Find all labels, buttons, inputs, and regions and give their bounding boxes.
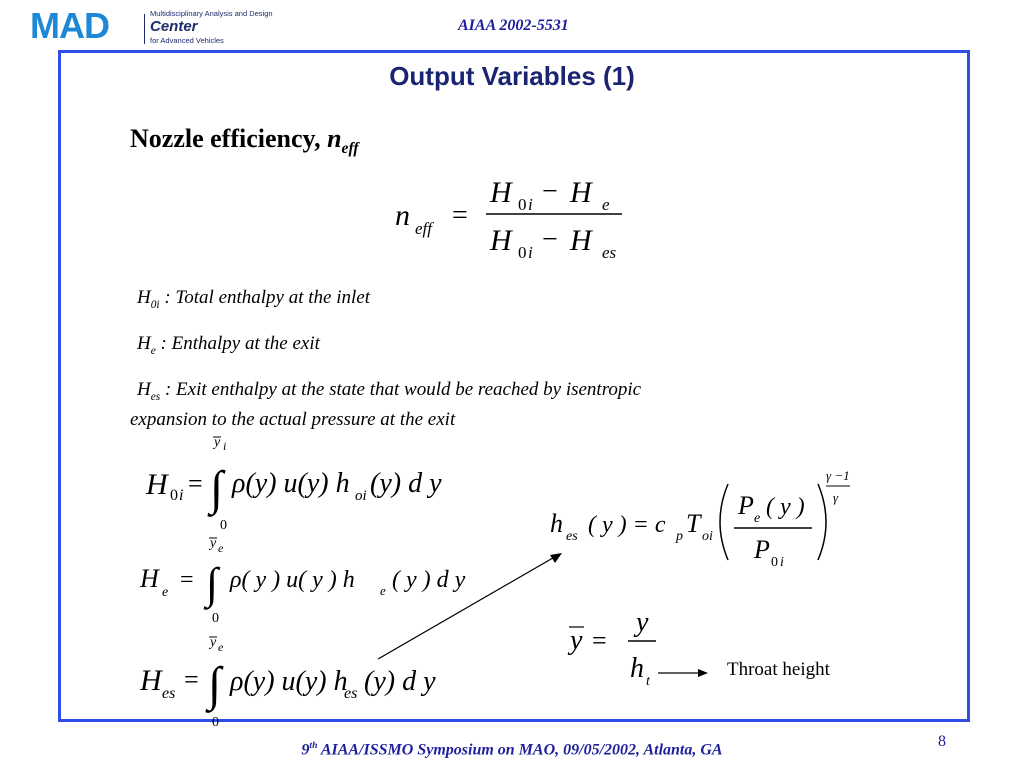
svg-text:H: H [570,224,592,257]
svg-text:=: = [184,665,199,694]
heading-variable: $n_{eff}$ [327,124,359,158]
nozzle-efficiency-formula [390,170,640,270]
svg-text:0: 0 [170,487,178,504]
svg-text:0: 0 [212,611,219,626]
svg-text:H: H [490,176,512,209]
logo-mad-text: MAD [30,5,109,46]
svg-text:e: e [602,195,610,214]
svg-text:i: i [780,555,784,570]
svg-text:i: i [223,439,227,453]
svg-text:(y) d y: (y) d y [370,468,442,499]
svg-text:eff: eff [415,219,432,238]
svg-text:( y ) d y: ( y ) d y [392,567,466,593]
slide-title: Output Variables (1) [389,61,635,91]
svg-text:y: y [210,536,217,551]
svg-text:0: 0 [220,518,227,533]
svg-text:ρ(y) u(y) h: ρ(y) u(y) h [232,468,350,499]
svg-text:0: 0 [212,715,219,730]
svg-text:y: y [636,607,649,638]
throat-height-label: Throat height [727,659,830,680]
logo-line-3: for Advanced Vehicles [150,36,224,45]
svg-text:0: 0 [771,555,778,570]
svg-text:=: = [592,626,607,655]
svg-text:=: = [452,200,468,231]
svg-text:∫: ∫ [206,559,219,608]
svg-text:es: es [162,685,176,702]
svg-text:h: h [550,509,563,538]
svg-text:es: es [344,685,358,702]
svg-text:γ −1: γ −1 [826,468,850,483]
svg-text:T: T [686,509,701,538]
svg-text:i: i [528,243,533,262]
svg-text:e: e [218,640,224,654]
footer-text: 9th AIAA/ISSMO Symposium on MAO, 09/05/2002, Atlanta, GA [301,740,723,759]
logo-divider [144,14,145,44]
svg-text:γ: γ [833,490,839,505]
svg-text:oi: oi [702,529,713,544]
logo-line-1: Multidisciplinary Analysis and Design [150,9,273,18]
page-number: 8 [938,733,946,750]
paper-reference: AIAA 2002-5531 [458,17,569,34]
svg-text:H: H [570,176,592,209]
heading-text: Nozzle efficiency, [130,124,321,153]
definition-hes: $H_{es}$ : Exit enthalpy at the state that would be reached by isentropic [137,379,642,403]
svg-text:H: H [490,224,512,257]
svg-text:i: i [528,195,533,214]
svg-text:0: 0 [518,243,527,262]
svg-text:−: − [542,176,558,207]
svg-text:ρ(y) u(y) h: ρ(y) u(y) h [230,666,348,697]
definition-hes-continuation: expansion to the actual pressure at the exit [130,409,456,430]
definition-h0i: $H_{0i}$ : Total enthalpy at the inlet [137,287,371,311]
connector-arrow [370,545,570,665]
svg-text:y: y [214,435,221,450]
section-heading [130,124,359,158]
svg-text:y: y [570,625,583,656]
svg-text:e: e [162,585,169,600]
definition-he: $H_e$ : Enthalpy at the exit [137,333,320,357]
svg-text:=: = [180,567,194,593]
svg-text:( y ): ( y ) [766,494,805,520]
svg-text:P: P [754,535,770,564]
svg-text:ρ( y ) u( y ) h: ρ( y ) u( y ) h [230,567,355,593]
svg-text:e: e [380,583,386,598]
svg-text:H: H [140,664,162,697]
svg-text:e: e [754,511,761,526]
svg-text:es: es [566,529,578,544]
hes-isentropic-formula [548,462,858,572]
svg-text:P: P [738,491,754,520]
svg-text:∫: ∫ [208,658,222,711]
svg-text:n: n [395,199,410,232]
svg-text:i: i [179,487,184,504]
svg-text:−: − [542,224,558,255]
svg-text:h: h [630,653,644,684]
svg-text:es: es [602,243,617,262]
svg-text:p: p [676,529,683,544]
svg-text:H: H [140,564,159,593]
svg-text:H: H [146,468,168,501]
svg-text:( y ) = c: ( y ) = c [588,512,666,538]
svg-text:∫: ∫ [210,462,224,515]
svg-text:t: t [646,674,650,689]
svg-text:e: e [218,541,224,555]
svg-text:(y) d y: (y) d y [364,666,436,697]
svg-text:oi: oi [355,488,367,504]
ybar-definition [566,605,736,695]
svg-text:y: y [210,635,217,650]
mad-center-logo [30,5,290,46]
svg-text:0: 0 [518,195,527,214]
svg-text:=: = [188,469,203,498]
logo-line-2: Center [150,18,198,35]
